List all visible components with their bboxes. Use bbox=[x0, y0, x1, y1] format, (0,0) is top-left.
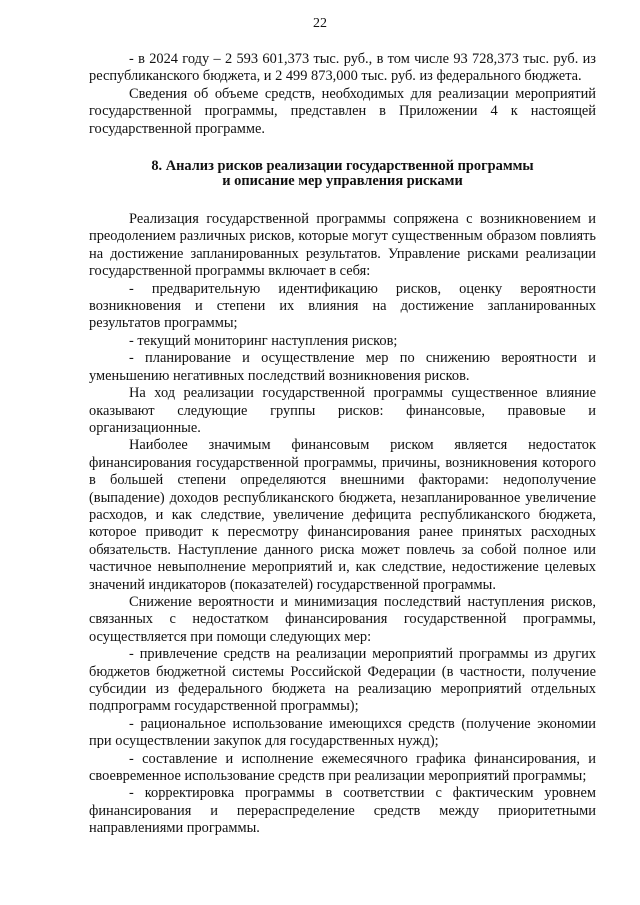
section-heading bbox=[89, 159, 596, 189]
paragraph-risk-groups: На ход реализации государственной программы существенное влияние оказывают следующие группы рисков: финансовые, правовые и организационные. bbox=[89, 385, 596, 436]
page-number: 22 bbox=[313, 16, 327, 31]
paragraph-funding-2024: - в 2024 году – 2 593 601,373 тыс. руб., в том числе 93 728,373 тыс. руб. из республиканского бюджета, и 2 499 873,000 тыс. руб. из федерального бюджета. bbox=[89, 51, 596, 85]
section-heading-line-2: и описание мер управления рисками bbox=[222, 173, 463, 190]
section-heading-line-1: 8. Анализ рисков реализации государственной программы bbox=[151, 158, 534, 175]
paragraph-appendix-reference: Сведения об объеме средств, необходимых для реализации мероприятий государственной программы, представлен в Приложении 4 к настоящей государственной программе. bbox=[89, 85, 596, 137]
paragraph-risk-intro: Реализация государственной программы сопряжена с возникновением и преодолением различных рисков, которые могут существенным образом повлиять на достижение запланированных результатов. Управление рисками реализации государственной программы включает в себя: bbox=[89, 211, 596, 280]
list-item-program-adjustment: - корректировка программы в соответствии с фактическим уровнем финансирования и перераспределение средств между приоритетными направлениями программы. bbox=[89, 785, 596, 837]
list-item-financing-schedule: - составление и исполнение ежемесячного графика финансирования, и своевременное использование средств при реализации мероприятий программы; bbox=[89, 750, 596, 785]
list-item-risk-monitoring: - текущий мониторинг наступления рисков; bbox=[129, 332, 398, 349]
list-item-risk-identification: - предварительную идентификацию рисков, оценку вероятности возникновения и степени их влияния на достижение запланированных результатов программы; bbox=[89, 280, 596, 332]
paragraph-mitigation-measures: Снижение вероятности и минимизация последствий наступления рисков, связанных с недостатком финансирования государственной программы, осуществляется при помощи следующих мер: bbox=[89, 593, 596, 645]
paragraph-financial-risk: Наиболее значимым финансовым риском является недостаток финансирования государственной программы, причины, возникновения которого в большей степени определяются внешними факторами: недополучение (выпадение) доходов республиканского бюджета, незапланированное увеличение расходов, и как следствие, увеличение дефицита республиканского бюджета, которое приводит к пересмотру финансирования ранее принятых расходных обязательств. Наступление данного риска может повлечь за собой полное или частичное невыполнение мероприятий и, как следствие, недостижение целевых значений индикаторов (показателей) государственной программы. bbox=[89, 437, 596, 593]
page-content bbox=[89, 51, 596, 838]
list-item-rational-use: - рациональное использование имеющихся средств (получение экономии при осуществлении закупок для государственных нужд); bbox=[89, 715, 596, 750]
list-item-attract-funds: - привлечение средств на реализации мероприятий программы из других бюджетов бюджетной системы Российской Федерации (в частности, получение субсидии из федерального бюджета на реализацию мероприятий отдельных подпрограмм государственной программы); bbox=[89, 646, 596, 715]
list-item-risk-mitigation-planning: - планирование и осуществление мер по снижению вероятности и уменьшению негативных последствий возникновения рисков. bbox=[89, 350, 596, 384]
